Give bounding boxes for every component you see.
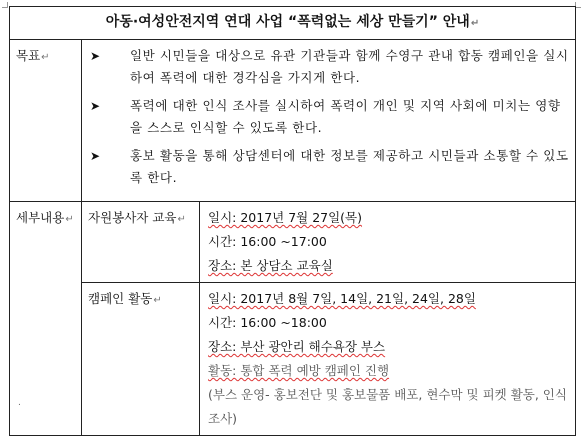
paragraph-mark-icon: ↵ (153, 295, 162, 306)
section-name-cell (82, 202, 200, 283)
section-detail-cell (200, 283, 576, 436)
detail-line-activity-note: (부스 운영- 홍보전단 및 홍보물품 배포, 현수막 및 피켓 활동, 인식조사) (208, 387, 567, 426)
goal-item-text: 일반 시민들을 대상으로 유관 기관들과 함께 수영구 관내 합동 캠페인을 실시하여 폭력에 대한 경각심을 가지게 한다. (130, 48, 569, 85)
section-name-cell (82, 283, 200, 436)
goal-label: 목표 (16, 48, 41, 63)
section-detail-cell (200, 202, 576, 283)
detail-line-date: 일시: 2017년 7월 27일(목) (208, 210, 363, 225)
detail-line-place: 장소: 본 상담소 교육실 (208, 258, 333, 273)
paragraph-mark-icon: ↵ (177, 214, 186, 225)
detail-line-place: 장소: 부산 광안리 해수욕장 부스 (208, 339, 386, 354)
title-row (10, 7, 576, 40)
goal-label-cell (10, 40, 82, 202)
arrow-bullet-icon: ➤ (90, 99, 101, 113)
goal-item (90, 45, 569, 89)
goal-item-text: 홍보 활동을 통해 상담센터에 대한 정보를 제공하고 시민들과 소통할 수 있도록 한다. (130, 148, 569, 185)
goal-row (10, 40, 576, 202)
goal-item (90, 145, 569, 189)
detail-line-time: 시간: 16:00 ~18:00 (208, 315, 327, 330)
detail-line-activity: 활동: 통합 폭력 예방 캠페인 진행 (208, 363, 390, 378)
detail-line-time: 시간: 16:00 ~17:00 (208, 234, 327, 249)
paragraph-mark-icon: ↵ (41, 52, 50, 63)
arrow-bullet-icon: ➤ (90, 149, 101, 163)
margin-corner-top-left (2, 2, 8, 8)
arrow-bullet-icon: ➤ (90, 49, 101, 63)
goal-content-cell (82, 40, 576, 202)
section-name-volunteer-training: 자원봉사자 교육 (88, 210, 177, 225)
detail-row-campaign (10, 283, 576, 436)
document-title: 아동·여성안전지역 연대 사업 “폭력없는 세상 만들기” 안내 (105, 14, 470, 30)
paragraph-mark-icon: ↵ (470, 18, 480, 29)
section-name-campaign: 캠페인 활동 (88, 291, 153, 306)
detail-row-volunteer (10, 202, 576, 283)
document-title-cell (10, 7, 576, 40)
details-label: 세부내용 (16, 210, 65, 225)
goal-item (90, 95, 569, 139)
text-cursor-mark: . (18, 398, 21, 408)
notice-table (9, 6, 576, 436)
detail-line-date: 일시: 2017년 8월 7일, 14일, 21일, 24일, 28일 (208, 291, 476, 306)
goal-item-text: 폭력에 대한 인식 조사를 실시하여 폭력이 개인 및 지역 사회에 미치는 영향을 스스로 인식할 수 있도록 한다. (130, 98, 561, 135)
paragraph-mark-icon: ↵ (65, 214, 74, 225)
